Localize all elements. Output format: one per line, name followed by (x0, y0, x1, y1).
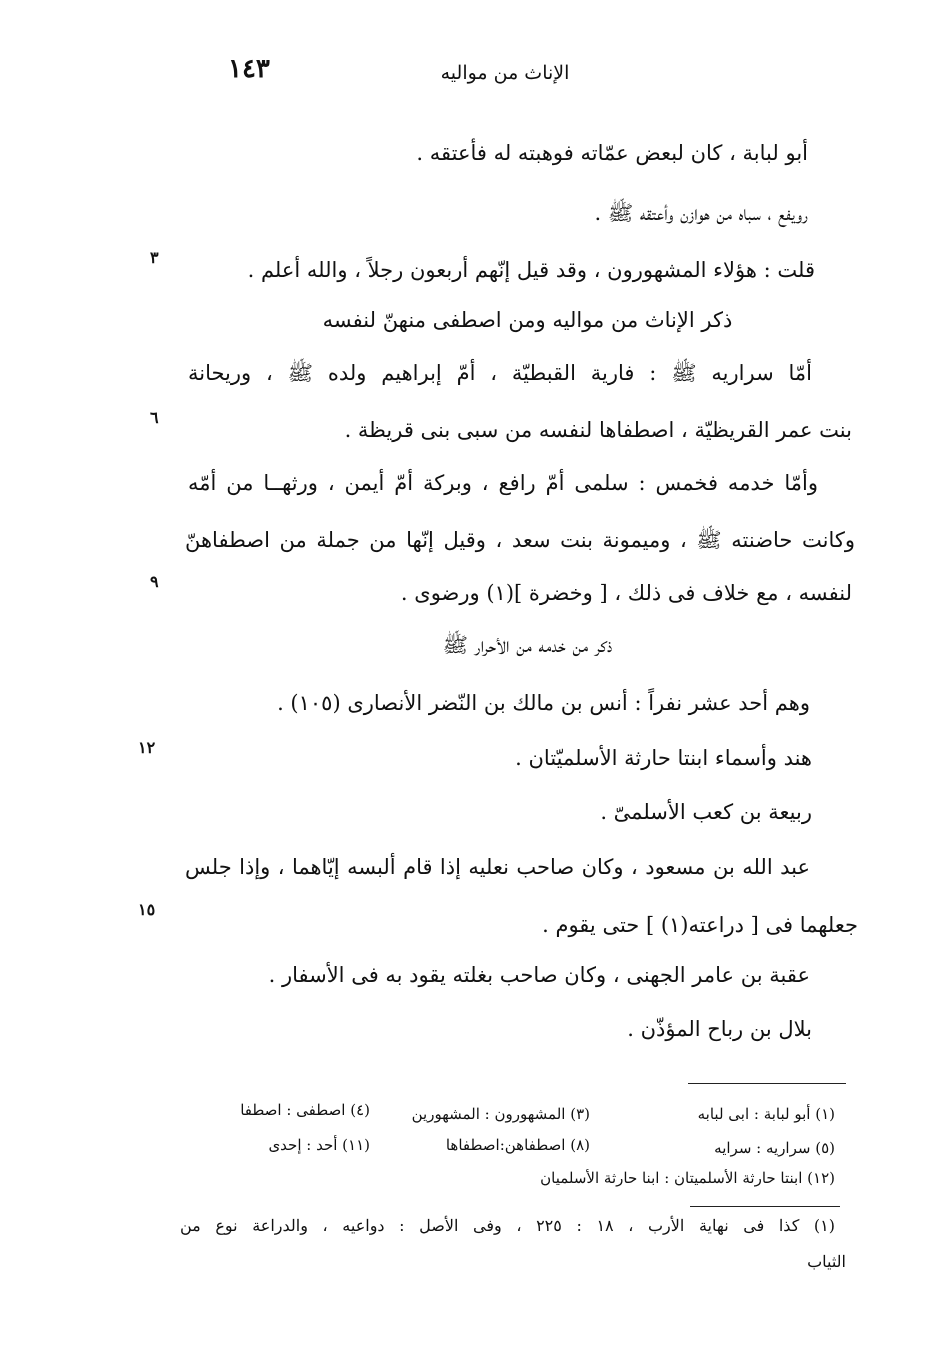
apparatus-note: (١٢) ابنتا حارثة الأسلميتان : ابنا حارثة الأسلميان (540, 1169, 835, 1187)
margin-line-number: ٩ (150, 572, 159, 591)
text-line: رويفع ، سباه من هوازن وأعتقه ﷺ . (594, 201, 808, 225)
apparatus-note: (٨) اصطفاهن:اصطفاها (445, 1136, 590, 1154)
apparatus-note: (٥) سراريه : سرايه (714, 1139, 835, 1157)
text-line: بلال بن رباح المؤذّن . (627, 1017, 812, 1041)
footnote-line: الثياب (807, 1252, 846, 1271)
apparatus-note: (١١) أحد : إحدى (268, 1136, 370, 1154)
text-line: عبد الله بن مسعود ، وكان صاحب نعليه إذا قام ألبسه إيّاهما ، وإذا جلس (185, 855, 810, 879)
margin-line-number: ٣ (150, 248, 159, 267)
margin-line-number: ١٢ (138, 738, 156, 757)
text-line: ربيعة بن كعب الأسلمىّ . (600, 800, 812, 824)
text-line: وهم أحد عشر نفراً : أنس بن مالك بن النّضر الأنصارى (١٠٥) . (277, 691, 810, 715)
text-line: بنت عمر القريظيّة ، اصطفاها لنفسه من سبى بنى قريظة . (344, 418, 852, 442)
margin-line-number: ٦ (150, 408, 159, 427)
text-line: لنفسه ، مع خلاف فى ذلك ، [ وخضرة ](١) ورضوى . (400, 581, 852, 605)
text-line: وأمّا خدمه فخمس : سلمى أمّ رافع ، وبركة أمّ أيمن ، ورثهــا من أمّه (188, 471, 818, 495)
running-title: الإناث من مواليه (440, 62, 570, 84)
text-line: جعلهما فى [ دراعته(١) ] حتى يقوم . (542, 913, 858, 937)
text-line: هند وأسماء ابنتا حارثة الأسلميّتان . (515, 746, 812, 770)
text-line: وكانت حاضنته ﷺ ، وميمونة بنت سعد ، وقيل إنّها من جملة من اصطفاهنّ (185, 528, 855, 552)
section-heading: ذكر من خدمه من الأحرار ﷺ (442, 633, 613, 657)
apparatus-note: (١) أبو لبابة : ابى لبابه (697, 1105, 835, 1123)
text-line: عقبة بن عامر الجهنى ، وكان صاحب بغلته يقود به فى الأسفار . (268, 963, 810, 987)
apparatus-note: (٤) اصطفى : اصطفا (240, 1101, 370, 1119)
margin-line-number: ١٥ (138, 900, 156, 919)
footnote-rule (690, 1206, 840, 1207)
text-line: قلت : هؤلاء المشهورون ، وقد قيل إنّهم أربعون رجلاً ، والله أعلم . (247, 258, 815, 282)
page-number: ١٤٣ (228, 54, 270, 84)
text-line: أبو لبابة ، كان لبعض عمّاته فوهبته له فأعتقه . (416, 141, 808, 165)
apparatus-note: (٣) المشهورون : المشهورين (411, 1105, 590, 1123)
footnote-line: (١) كذا فى نهاية الأرب ، ١٨ : ٢٢٥ ، وفى الأصل : دواعيه ، والدراعة نوع من (180, 1216, 836, 1235)
apparatus-rule (688, 1083, 846, 1084)
text-line: أمّا سراريه ﷺ : فارية القبطيّة ، أمّ إبراهيم ولده ﷺ ، وريحانة (188, 361, 812, 385)
section-heading: ذكر الإناث من مواليه ومن اصطفى منهنّ لنفسه (322, 308, 733, 332)
